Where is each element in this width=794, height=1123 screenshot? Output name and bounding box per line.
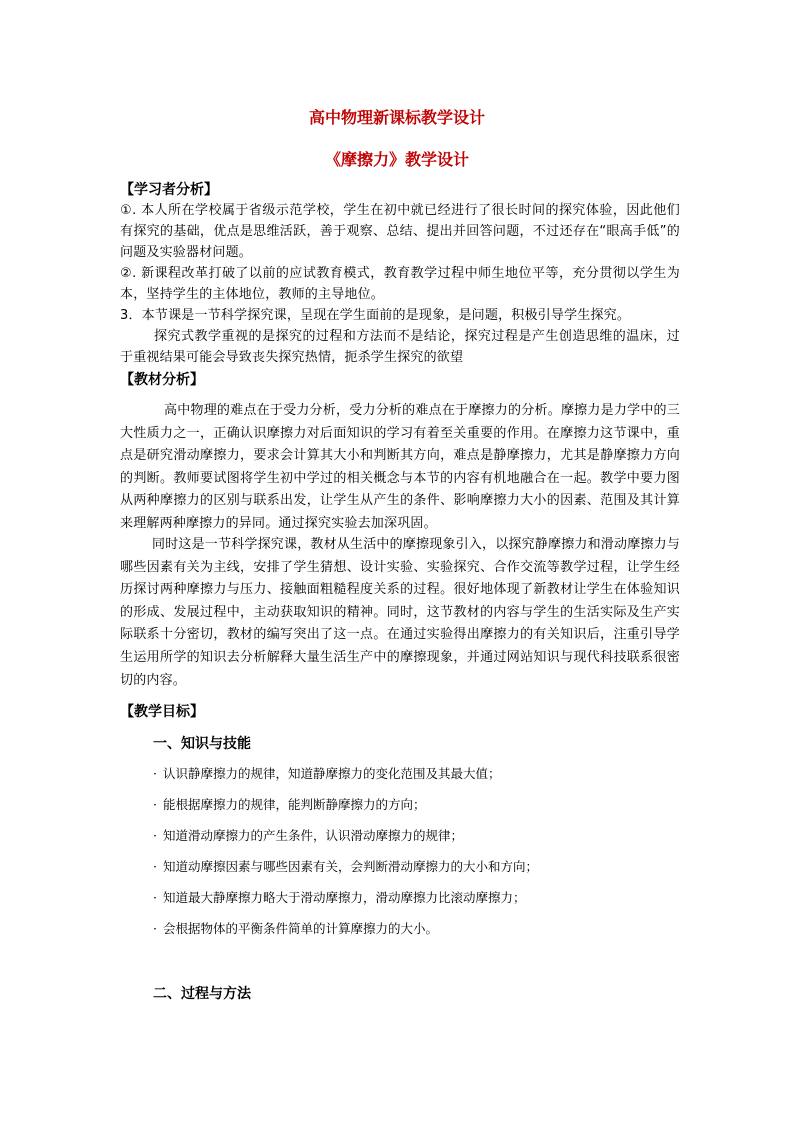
bullet-dot: · [153,890,157,905]
material-paragraph-2: 同时这是一节科学探究课，教材从生活中的摩擦现象引入，以探究静摩擦力和滑动摩擦力与哪些因素有关为主线，安排了学生猜想、设计实验、实验探究、合作交流等教学过程，让学生经历探讨两种摩擦力与压力、接触面粗糙程度关系的过程。很好地体现了新教材让学生在体验知识的形成、发展过程中，主动获取知识的精神。同时，这节教材的内容与学生的生活实际及生产实际联系十分密切，教材的编写突出了这一点。在通过实验得出摩擦力的有关知识后，注重引导学生运用所学的知识去分析解释大量生活生产中的摩擦现象，并通过网站知识与现代科技联系很密切的内容。 [120,537,681,688]
goal-item [153,796,673,814]
goal-item-text: 知道最大静摩擦力略大于滑动摩擦力，滑动摩擦力比滚动摩擦力； [163,890,526,905]
learner-paragraph-4: 探究式教学重视的是探究的过程和方法而不是结论，探究过程是产生创造思维的温床，过于重视结果可能会导致丧失探究热情，扼杀学生探究的欲望 [120,329,680,365]
bullet-dot: · [153,921,157,936]
goal-item [153,858,673,876]
goal-item-text: 知道滑动摩擦力的产生条件，认识滑动摩擦力的规律； [163,828,464,843]
goal-item [153,889,673,907]
goal-item-text: 认识静摩擦力的规律，知道静摩擦力的变化范围及其最大值； [163,766,501,781]
process-methods-heading: 二、过程与方法 [153,986,251,1002]
teaching-goals-heading: 【教学目标】 [120,704,204,720]
goal-item-text: 知道动摩擦因素与哪些因素有关，会判断滑动摩擦力的大小和方向； [163,859,539,874]
goal-item-text: 能根据摩擦力的规律，能判断静摩擦力的方向； [163,797,426,812]
learner-paragraph-1: ①. 本人所在学校属于省级示范学校，学生在初中就已经进行了很长时间的探究体验，因此他们有探究的基础，优点是思维活跃，善于观察、总结、提出并回答问题，不过还存在“眼高手低”的问题及实验器材问题。 [120,203,680,260]
goal-item [153,765,673,783]
bullet-dot: · [153,766,157,781]
bullet-dot: · [153,859,157,874]
goal-item [153,920,673,938]
learner-analysis-heading: 【学习者分析】 [120,182,218,198]
bullet-dot: · [153,797,157,812]
document-subtitle: 《摩擦力》教学设计 [324,150,469,169]
goal-item [153,827,673,845]
knowledge-skills-heading: 一、知识与技能 [153,736,251,752]
learner-paragraph-2: ②. 新课程改革打破了以前的应试教育模式，教育教学过程中师生地位平等，充分贯彻以学生为本，坚持学生的主体地位，教师的主导地位。 [120,266,680,302]
learner-paragraph-3: 3．本节课是一节科学探究课，呈现在学生面前的是现象，是问题，积极引导学生探究。 [120,308,631,323]
goal-item-text: 会根据物体的平衡条件简单的计算摩擦力的大小。 [163,921,439,936]
bullet-dot: · [153,828,157,843]
material-paragraph-1: 高中物理的难点在于受力分析，受力分析的难点在于摩擦力的分析。摩擦力是力学中的三大性质力之一，正确认识摩擦力对后面知识的学习有着至关重要的作用。在摩擦力这节课中，重点是研究滑动摩擦力，要求会计算其大小和判断其方向，难点是静摩擦力，尤其是静摩擦力方向的判断。教师要试图将学生初中学过的相关概念与本节的内容有机地融合在一起。教学中要力图从两种摩擦力的区别与联系出发，让学生从产生的条件、影响摩擦力大小的因素、范围及其计算来理解两种摩擦力的异同。通过探究实验去加深巩固。 [120,403,680,531]
document-title: 高中物理新课标教学设计 [308,108,485,127]
material-analysis-heading: 【教材分析】 [120,372,204,388]
